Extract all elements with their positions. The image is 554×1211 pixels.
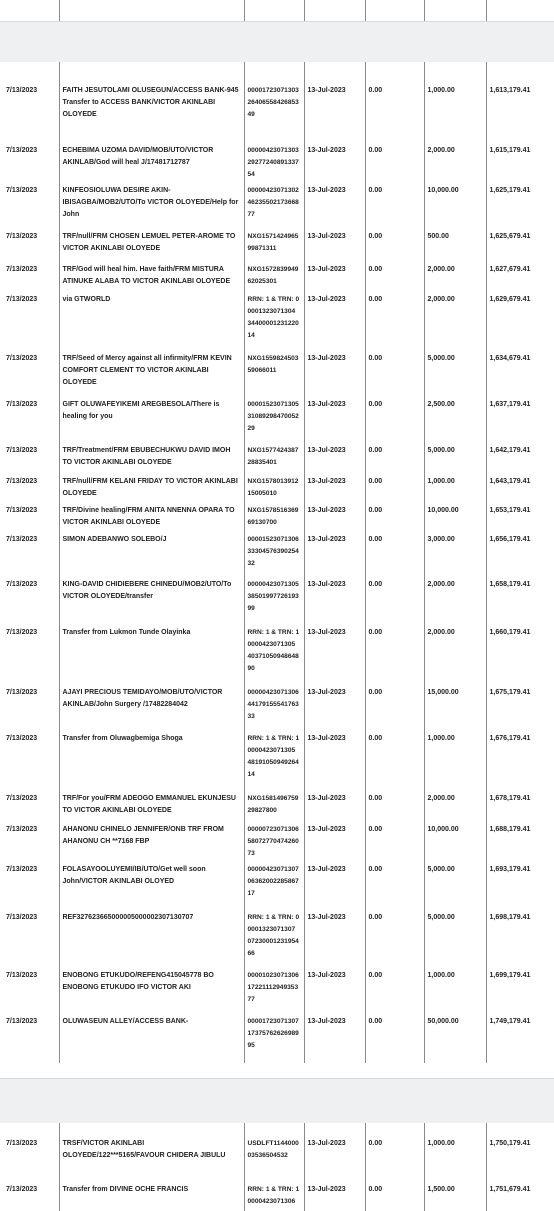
transaction-reference: NXG157801391215005010 bbox=[244, 473, 304, 502]
credit-amount: 5,000.00 bbox=[424, 350, 486, 396]
balance-amount: 1,629,679.41 bbox=[486, 291, 554, 350]
transaction-reference: RRN: 1 & TRN: 10000423071306 bbox=[244, 1181, 304, 1211]
debit-amount: 0.00 bbox=[365, 861, 424, 909]
table-row bbox=[0, 909, 554, 967]
page-separator bbox=[0, 21, 554, 63]
debit-amount: 0.00 bbox=[365, 684, 424, 730]
credit-amount: 15,000.00 bbox=[424, 684, 486, 730]
table-row bbox=[0, 350, 554, 396]
transaction-date: 7/13/2023 bbox=[6, 795, 38, 802]
transaction-reference: 000017230713032640655842685349 bbox=[244, 62, 304, 142]
transaction-description: TRF/Divine healing/FRM ANITA NNENNA OPARA TO VICTOR AKINLABI OLOYEDE bbox=[59, 502, 244, 531]
statement-table-next bbox=[0, 1123, 554, 1211]
transaction-reference: NXG157742438728835401 bbox=[244, 442, 304, 473]
balance-amount: 1,643,179.41 bbox=[486, 473, 554, 502]
debit-amount: 0.00 bbox=[365, 142, 424, 182]
value-date: 13-Jul-2023 bbox=[304, 909, 365, 967]
transaction-date: 7/13/2023 bbox=[6, 1140, 38, 1147]
balance-amount: 1,678,179.41 bbox=[486, 790, 554, 821]
transaction-date: 7/13/2023 bbox=[6, 536, 38, 543]
table-row bbox=[0, 228, 554, 261]
credit-amount: 2,000.00 bbox=[424, 261, 486, 291]
value-date: 13-Jul-2023 bbox=[304, 396, 365, 442]
credit-amount: 2,000.00 bbox=[424, 142, 486, 182]
balance-amount: 1,658,179.41 bbox=[486, 576, 554, 624]
transaction-description: Transfer from DIVINE OCHE FRANCIS bbox=[59, 1181, 244, 1211]
transaction-reference: RRN: 1 & TRN: 10000423071305 48191050949264 14 bbox=[244, 730, 304, 790]
transaction-date: 7/13/2023 bbox=[6, 355, 38, 362]
balance-amount: 1,698,179.41 bbox=[486, 909, 554, 967]
transaction-description: ENOBONG ETUKUDO/REFENG415045778 BO ENOBONG ETUKUDO IFO VICTOR AKI bbox=[59, 967, 244, 1013]
transaction-date: 7/13/2023 bbox=[6, 266, 38, 273]
transaction-reference: RRN: 1 & TRN: 10000423071305 40371050948648 90 bbox=[244, 624, 304, 684]
transaction-date: 7/13/2023 bbox=[6, 972, 38, 979]
transaction-description: FOLASAYOOLUYEMI/IB/UTO/Get well soon John/VICTOR AKINLABI OLOYED bbox=[59, 861, 244, 909]
debit-amount: 0.00 bbox=[365, 261, 424, 291]
table-row bbox=[0, 396, 554, 442]
transaction-reference: USDLFT114400003536504532 bbox=[244, 1123, 304, 1181]
balance-amount: 1,627,679.41 bbox=[486, 261, 554, 291]
value-date: 13-Jul-2023 bbox=[304, 261, 365, 291]
value-date: 13-Jul-2023 bbox=[304, 291, 365, 350]
debit-amount: 0.00 bbox=[365, 576, 424, 624]
statement-page-main bbox=[0, 62, 554, 1078]
table-row bbox=[0, 182, 554, 228]
debit-amount: 0.00 bbox=[365, 909, 424, 967]
table-row bbox=[0, 502, 554, 531]
table-row-partial bbox=[0, 0, 554, 24]
table-row bbox=[0, 261, 554, 291]
balance-amount: 1,699,179.41 bbox=[486, 967, 554, 1013]
transaction-description: AHANONU CHINELO JENNIFER/ONB TRF FROM AHANONU CH **7168 FBP bbox=[59, 821, 244, 861]
credit-amount: 50,000.00 bbox=[424, 1013, 486, 1063]
credit-amount: 1,000.00 bbox=[424, 473, 486, 502]
table-row bbox=[0, 442, 554, 473]
table-row bbox=[0, 1123, 554, 1181]
transaction-reference: NXG157142496599871311 bbox=[244, 228, 304, 261]
table-row bbox=[0, 576, 554, 624]
balance-amount: 1,688,179.41 bbox=[486, 821, 554, 861]
transaction-date: 7/13/2023 bbox=[6, 866, 38, 873]
transaction-reference: RRN: 1 & TRN: 00001323071307 07230001231954 66 bbox=[244, 909, 304, 967]
statement-page-top bbox=[0, 0, 554, 21]
table-row bbox=[0, 291, 554, 350]
table-row bbox=[0, 624, 554, 684]
transaction-reference: NXG157283994962025301 bbox=[244, 261, 304, 291]
credit-amount: 10,000.00 bbox=[424, 182, 486, 228]
value-date: 13-Jul-2023 bbox=[304, 142, 365, 182]
credit-amount: 1,000.00 bbox=[424, 730, 486, 790]
page-separator bbox=[0, 1078, 554, 1124]
table-row bbox=[0, 684, 554, 730]
transaction-reference: NXG158149675929827800 bbox=[244, 790, 304, 821]
credit-amount: 1,000.00 bbox=[424, 1123, 486, 1181]
value-date: 13-Jul-2023 bbox=[304, 861, 365, 909]
credit-amount: 2,000.00 bbox=[424, 576, 486, 624]
transaction-description: AJAYI PRECIOUS TEMIDAYO/MOB/UTO/VICTOR AKINLAB/John Surgery /17482284042 bbox=[59, 684, 244, 730]
credit-amount: 2,000.00 bbox=[424, 790, 486, 821]
debit-amount: 0.00 bbox=[365, 1123, 424, 1181]
value-date: 13-Jul-2023 bbox=[304, 624, 365, 684]
transaction-reference: 000015230713053108929847005229 bbox=[244, 396, 304, 442]
transaction-date: 7/13/2023 bbox=[6, 187, 38, 194]
transaction-description: TRF/null/FRM CHOSEN LEMUEL PETER-AROME TO VICTOR AKINLABI OLOYEDE bbox=[59, 228, 244, 261]
transaction-date: 7/13/2023 bbox=[6, 581, 38, 588]
transaction-date: 7/13/2023 bbox=[6, 689, 38, 696]
transaction-reference: 000004230713053850199772619399 bbox=[244, 576, 304, 624]
transaction-reference: 000004230713024623550217366877 bbox=[244, 182, 304, 228]
transaction-reference: 000017230713071737576262698995 bbox=[244, 1013, 304, 1063]
value-date: 13-Jul-2023 bbox=[304, 182, 365, 228]
table-row bbox=[0, 821, 554, 861]
balance-amount: 1,625,679.41 bbox=[486, 228, 554, 261]
transaction-date: 7/13/2023 bbox=[6, 1186, 38, 1193]
value-date: 13-Jul-2023 bbox=[304, 576, 365, 624]
value-date: 13-Jul-2023 bbox=[304, 1013, 365, 1063]
balance-amount: 1,615,179.41 bbox=[486, 142, 554, 182]
table-row bbox=[0, 62, 554, 142]
transaction-description: TRF/Treatment/FRM EBUBECHUKWU DAVID IMOH TO VICTOR AKINLABI OLOYEDE bbox=[59, 442, 244, 473]
value-date: 13-Jul-2023 bbox=[304, 442, 365, 473]
transaction-description: TRF/For you/FRM ADEOGO EMMANUEL EKUNJESU TO VICTOR AKINLABI OLOYEDE bbox=[59, 790, 244, 821]
table-row bbox=[0, 730, 554, 790]
transaction-date: 7/13/2023 bbox=[6, 296, 38, 303]
transaction-description: Transfer from Lukmon Tunde Olayinka bbox=[59, 624, 244, 684]
transaction-description: FAITH JESUTOLAMI OLUSEGUN/ACCESS BANK-945 Transfer to ACCESS BANK/VICTOR AKINLABI OLOYEDE bbox=[59, 62, 244, 142]
transaction-description: TRF/God will heal him. Have faith/FRM MISTURA ATINUKE ALABA TO VICTOR AKINLABI OLOYEDE bbox=[59, 261, 244, 291]
credit-amount: 500.00 bbox=[424, 228, 486, 261]
credit-amount: 2,000.00 bbox=[424, 291, 486, 350]
value-date: 13-Jul-2023 bbox=[304, 821, 365, 861]
balance-amount: 1,653,179.41 bbox=[486, 502, 554, 531]
transaction-description: TRF/null/FRM KELANI FRIDAY TO VICTOR AKINLABI OLOYEDE bbox=[59, 473, 244, 502]
credit-amount: 3,000.00 bbox=[424, 531, 486, 576]
balance-amount: 1,642,179.41 bbox=[486, 442, 554, 473]
transaction-date: 7/13/2023 bbox=[6, 147, 38, 154]
balance-amount: 1,676,179.41 bbox=[486, 730, 554, 790]
credit-amount: 2,000.00 bbox=[424, 624, 486, 684]
credit-amount: 1,500.00 bbox=[424, 1181, 486, 1211]
transaction-description: Transfer from Oluwagbemiga Shoga bbox=[59, 730, 244, 790]
transaction-date: 7/13/2023 bbox=[6, 507, 38, 514]
transaction-reference: 000004230713070636200228586717 bbox=[244, 861, 304, 909]
transaction-description: KING-DAVID CHIDIEBERE CHINEDU/MOB2/UTO/To VICTOR OLOYEDE/transfer bbox=[59, 576, 244, 624]
transaction-date: 7/13/2023 bbox=[6, 735, 38, 742]
debit-amount: 0.00 bbox=[365, 182, 424, 228]
credit-amount: 5,000.00 bbox=[424, 442, 486, 473]
debit-amount: 0.00 bbox=[365, 442, 424, 473]
balance-amount: 1,660,179.41 bbox=[486, 624, 554, 684]
statement-page-next bbox=[0, 1123, 554, 1205]
credit-amount: 10,000.00 bbox=[424, 821, 486, 861]
debit-amount: 0.00 bbox=[365, 624, 424, 684]
transaction-date: 7/13/2023 bbox=[6, 826, 38, 833]
table-row bbox=[0, 531, 554, 576]
credit-amount: 1,000.00 bbox=[424, 967, 486, 1013]
transaction-date: 7/13/2023 bbox=[6, 401, 38, 408]
transaction-description: SIMON ADEBANWO SOLEBO/J bbox=[59, 531, 244, 576]
debit-amount: 0.00 bbox=[365, 1181, 424, 1211]
transaction-date: 7/13/2023 bbox=[6, 87, 38, 94]
transaction-description: TRSF/VICTOR AKINLABI OLOYEDE/122***5165/FAVOUR CHIDERA JIBULU bbox=[59, 1123, 244, 1181]
debit-amount: 0.00 bbox=[365, 473, 424, 502]
transaction-description: REF327623665000005000002307130707 bbox=[59, 909, 244, 967]
balance-amount: 1,693,179.41 bbox=[486, 861, 554, 909]
credit-amount: 1,000.00 bbox=[424, 62, 486, 142]
debit-amount: 0.00 bbox=[365, 821, 424, 861]
debit-amount: 0.00 bbox=[365, 228, 424, 261]
transaction-reference: 000010230713061722111294935377 bbox=[244, 967, 304, 1013]
transaction-reference: 000015230713063330457639025432 bbox=[244, 531, 304, 576]
credit-amount: 10,000.00 bbox=[424, 502, 486, 531]
balance-amount: 1,751,679.41 bbox=[486, 1181, 554, 1211]
credit-amount: 5,000.00 bbox=[424, 909, 486, 967]
transaction-description: OLUWASEUN ALLEY/ACCESS BANK- bbox=[59, 1013, 244, 1063]
transaction-date: 7/13/2023 bbox=[6, 1018, 38, 1025]
table-row bbox=[0, 1013, 554, 1063]
table-row bbox=[0, 142, 554, 182]
balance-amount: 1,656,179.41 bbox=[486, 531, 554, 576]
debit-amount: 0.00 bbox=[365, 502, 424, 531]
value-date: 13-Jul-2023 bbox=[304, 350, 365, 396]
value-date: 13-Jul-2023 bbox=[304, 684, 365, 730]
debit-amount: 0.00 bbox=[365, 396, 424, 442]
transaction-date: 7/13/2023 bbox=[6, 233, 38, 240]
balance-amount: 1,634,679.41 bbox=[486, 350, 554, 396]
table-row bbox=[0, 790, 554, 821]
debit-amount: 0.00 bbox=[365, 531, 424, 576]
debit-amount: 0.00 bbox=[365, 62, 424, 142]
transaction-reference: RRN: 1 & TRN: 00001323071304 34400001231220 14 bbox=[244, 291, 304, 350]
table-row bbox=[0, 861, 554, 909]
balance-amount: 1,637,179.41 bbox=[486, 396, 554, 442]
debit-amount: 0.00 bbox=[365, 790, 424, 821]
value-date: 13-Jul-2023 bbox=[304, 1181, 365, 1211]
transaction-reference: NXG157851636969130700 bbox=[244, 502, 304, 531]
balance-amount: 1,675,179.41 bbox=[486, 684, 554, 730]
value-date: 13-Jul-2023 bbox=[304, 730, 365, 790]
credit-amount: 5,000.00 bbox=[424, 861, 486, 909]
debit-amount: 0.00 bbox=[365, 291, 424, 350]
debit-amount: 0.00 bbox=[365, 967, 424, 1013]
transaction-date: 7/13/2023 bbox=[6, 914, 38, 921]
balance-amount: 1,749,179.41 bbox=[486, 1013, 554, 1063]
transaction-description: ECHEBIMA UZOMA DAVID/MOB/UTO/VICTOR AKINLAB/God will heal J/17481712787 bbox=[59, 142, 244, 182]
transaction-description: TRF/Seed of Mercy against all infirmity/FRM KEVIN COMFORT CLEMENT TO VICTOR AKINLABI OLOYEDE bbox=[59, 350, 244, 396]
table-row bbox=[0, 1181, 554, 1211]
credit-amount: 2,500.00 bbox=[424, 396, 486, 442]
balance-amount: 1,625,179.41 bbox=[486, 182, 554, 228]
value-date: 13-Jul-2023 bbox=[304, 502, 365, 531]
transaction-reference: NXG155982450359066011 bbox=[244, 350, 304, 396]
transaction-description: via GTWORLD bbox=[59, 291, 244, 350]
debit-amount: 0.00 bbox=[365, 350, 424, 396]
balance-amount: 1,750,179.41 bbox=[486, 1123, 554, 1181]
transaction-description: KINFEOSIOLUWA DESIRE AKIN-IBISAGBA/MOB2/UTO/To VICTOR OLOYEDE/Help for John bbox=[59, 182, 244, 228]
transaction-date: 7/13/2023 bbox=[6, 629, 38, 636]
value-date: 13-Jul-2023 bbox=[304, 531, 365, 576]
transaction-reference: 000004230713032927724089133754 bbox=[244, 142, 304, 182]
value-date: 13-Jul-2023 bbox=[304, 228, 365, 261]
debit-amount: 0.00 bbox=[365, 1013, 424, 1063]
transaction-reference: 000004230713064417915554176333 bbox=[244, 684, 304, 730]
transaction-date: 7/13/2023 bbox=[6, 478, 38, 485]
balance-amount: 1,613,179.41 bbox=[486, 62, 554, 142]
value-date: 13-Jul-2023 bbox=[304, 790, 365, 821]
statement-table bbox=[0, 62, 554, 1063]
table-row bbox=[0, 967, 554, 1013]
transaction-date: 7/13/2023 bbox=[6, 447, 38, 454]
transaction-description: GIFT OLUWAFEYIKEMI AREGBESOLA/There is healing for you bbox=[59, 396, 244, 442]
debit-amount: 0.00 bbox=[365, 730, 424, 790]
transaction-reference: 000007230713065807277047426073 bbox=[244, 821, 304, 861]
value-date: 13-Jul-2023 bbox=[304, 1123, 365, 1181]
table-row bbox=[0, 473, 554, 502]
value-date: 13-Jul-2023 bbox=[304, 62, 365, 142]
value-date: 13-Jul-2023 bbox=[304, 473, 365, 502]
value-date: 13-Jul-2023 bbox=[304, 967, 365, 1013]
